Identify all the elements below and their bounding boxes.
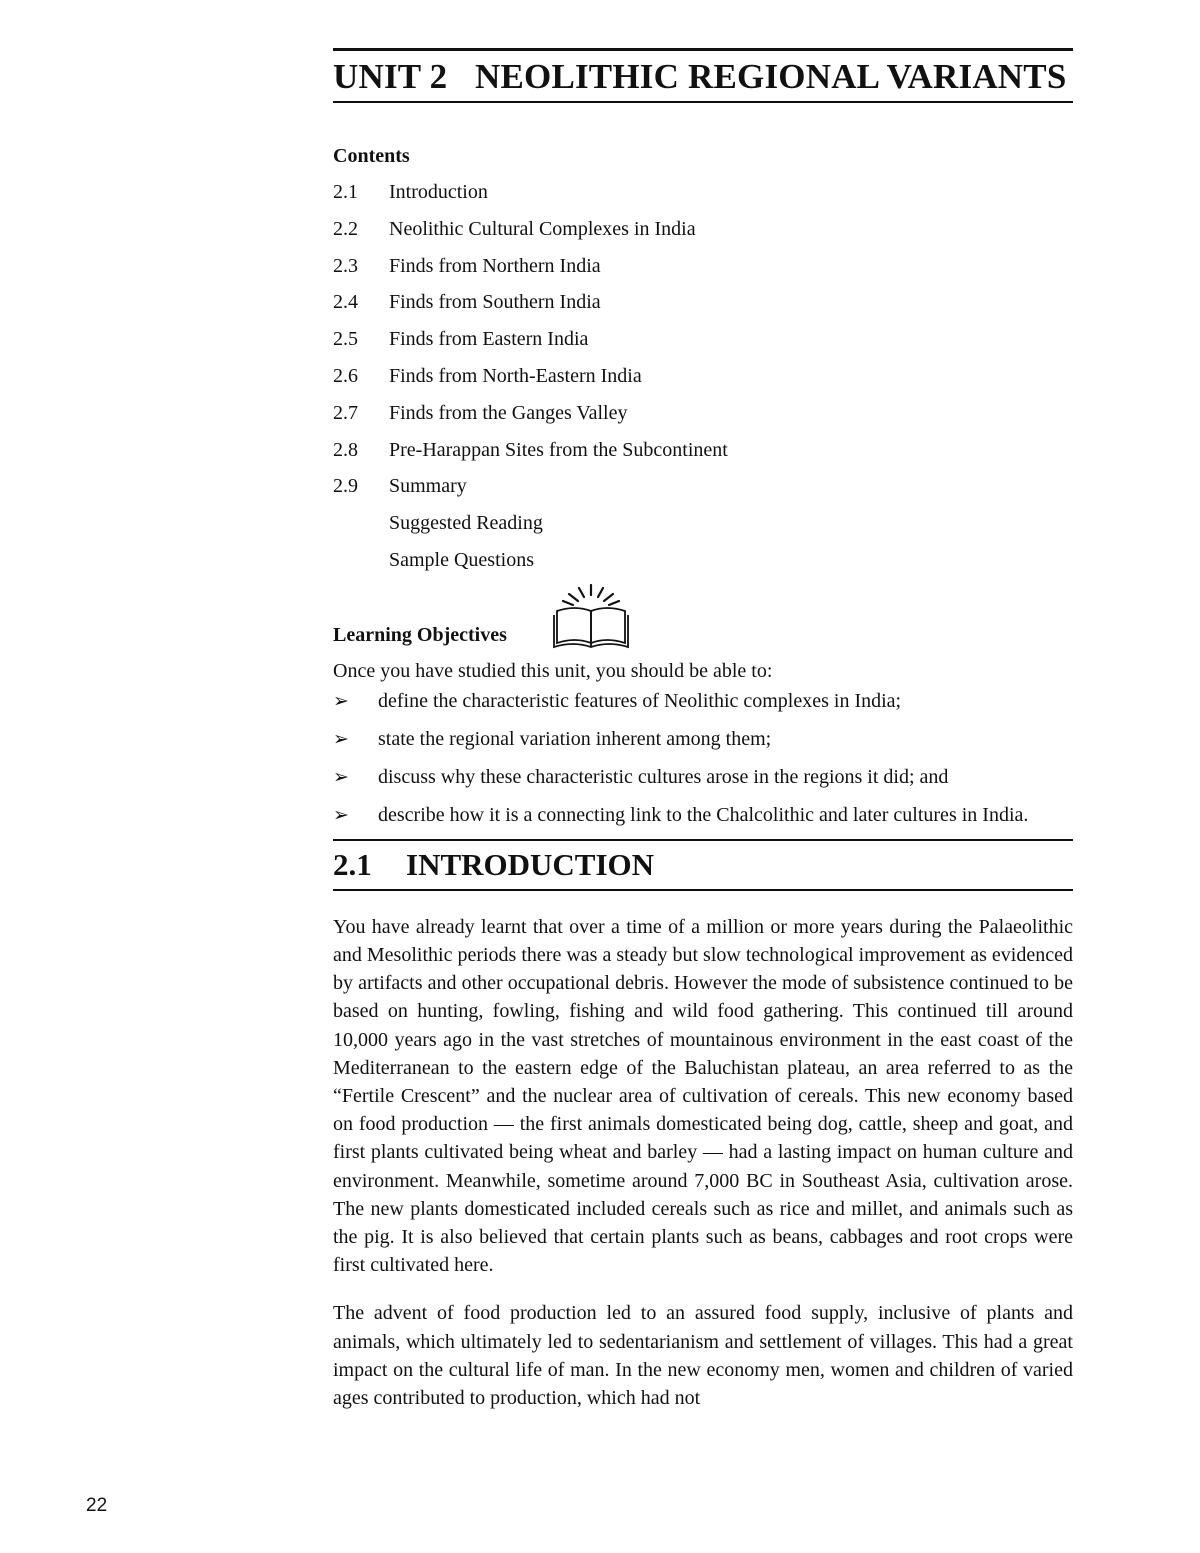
contents-item-label: Introduction	[389, 181, 488, 203]
section-bottom-rule	[333, 889, 1073, 891]
section-number: 2.1	[333, 846, 372, 882]
contents-item	[333, 511, 1073, 548]
learning-objectives-header	[333, 587, 1073, 653]
section-title-text: INTRODUCTION	[406, 846, 655, 882]
section-top-rule	[333, 839, 1073, 841]
title-top-rule	[333, 48, 1073, 51]
objective-text: describe how it is a connecting link to the Chalcolithic and later cultures in India.	[378, 803, 1029, 826]
learning-objectives-heading: Learning Objectives	[333, 623, 507, 646]
contents-item-number	[333, 548, 389, 585]
arrow-bullet-icon: ➢	[333, 765, 349, 788]
contents-item-number: 2.4	[333, 291, 358, 314]
page-content	[333, 48, 1073, 1412]
contents-item	[333, 254, 1073, 291]
objective-item	[333, 763, 1073, 791]
contents-item-number: 2.2	[333, 217, 358, 240]
contents-item-number: 2.3	[333, 254, 358, 277]
contents-item-number: 2.7	[333, 401, 358, 424]
contents-item-number: 2.5	[333, 328, 358, 351]
objective-text: define the characteristic features of Neolithic complexes in India;	[378, 689, 902, 712]
open-book-icon	[551, 581, 631, 651]
section-heading	[333, 845, 1073, 885]
page-number: 22	[86, 1495, 108, 1516]
unit-title	[333, 57, 1073, 97]
title-bottom-rule	[333, 101, 1073, 103]
introduction-paragraph-2: The advent of food production led to an assured food supply, inclusive of plants and animals, which ultimately led to sedentarianism and settlement of villages. This had a great impact on the cultural life of man. In the new economy men, women and children of varied ages contributed to production, which had not	[333, 1302, 1073, 1410]
arrow-bullet-icon: ➢	[333, 727, 349, 750]
contents-item-label: Finds from the Ganges Valley	[389, 401, 628, 424]
unit-number: UNIT 2	[333, 57, 448, 96]
introduction-paragraph-1: You have already learnt that over a time of a million or more years during the Palaeolithic and Mesolithic periods there was a steady but slow technological improvement as evidenced by artifacts and other occupational debris. However the mode of subsistence continued to be based on hunting, fowling, fishing and wild food gathering. This continued till around 10,000 years ago in the vast stretches of mountainous environment in the east coast of the Mediterranean to the eastern edge of the Baluchistan plateau, an area referred to as the “Fertile Crescent” and the nuclear area of cultivation of cereals. This new economy based on food production — the first animals domesticated being dog, cattle, sheep and goat, and first plants cultivated being wheat and barley — had a lasting impact on human culture and environment. Meanwhile, sometime around 7,000 BC in Southeast Asia, cultivation arose. The new plants domesticated included cereals such as rice and millet, and animals such as the pig. It is also believed that certain plants such as beans, cabbages and root crops were first cultivated here.	[333, 915, 1073, 1277]
contents-item-number: 2.9	[333, 475, 358, 498]
contents-item-number: 2.6	[333, 364, 358, 387]
contents-item-label: Pre-Harappan Sites from the Subcontinent	[389, 438, 728, 461]
contents-item-label: Finds from Eastern India	[389, 328, 589, 351]
contents-heading: Contents	[333, 145, 410, 167]
objectives-list	[333, 687, 1073, 829]
contents-item-label: Neolithic Cultural Complexes in India	[389, 217, 696, 240]
objectives-intro: Once you have studied this unit, you should be able to:	[333, 659, 773, 682]
objective-text: state the regional variation inherent among them;	[378, 727, 772, 750]
contents-item	[333, 401, 1073, 438]
contents-item-number: 2.1	[333, 181, 358, 203]
contents-item	[333, 290, 1073, 327]
arrow-bullet-icon: ➢	[333, 803, 349, 826]
objective-text: discuss why these characteristic cultures arose in the regions it did; and	[378, 765, 949, 788]
contents-item-label: Finds from Northern India	[389, 254, 601, 277]
contents-item	[333, 548, 1073, 585]
contents-item-label: Sample Questions	[389, 548, 534, 571]
objective-item	[333, 725, 1073, 753]
objective-item	[333, 801, 1073, 829]
contents-list	[333, 180, 1073, 585]
introduction-section	[333, 839, 1073, 1412]
contents-item	[333, 474, 1073, 511]
unit-title-text: NEOLITHIC REGIONAL VARIANTS	[475, 57, 1067, 96]
contents-item	[333, 438, 1073, 475]
contents-item-label: Summary	[389, 475, 467, 498]
arrow-bullet-icon: ➢	[333, 689, 349, 712]
contents-item	[333, 364, 1073, 401]
contents-item	[333, 180, 1073, 217]
objective-item	[333, 687, 1073, 715]
contents-item-label: Finds from North-Eastern India	[389, 364, 642, 387]
contents-item-label: Finds from Southern India	[389, 291, 601, 314]
contents-item-number	[333, 511, 389, 548]
contents-item-label: Suggested Reading	[389, 512, 543, 535]
contents-item	[333, 217, 1073, 254]
contents-item	[333, 327, 1073, 364]
contents-item-number: 2.8	[333, 438, 358, 461]
